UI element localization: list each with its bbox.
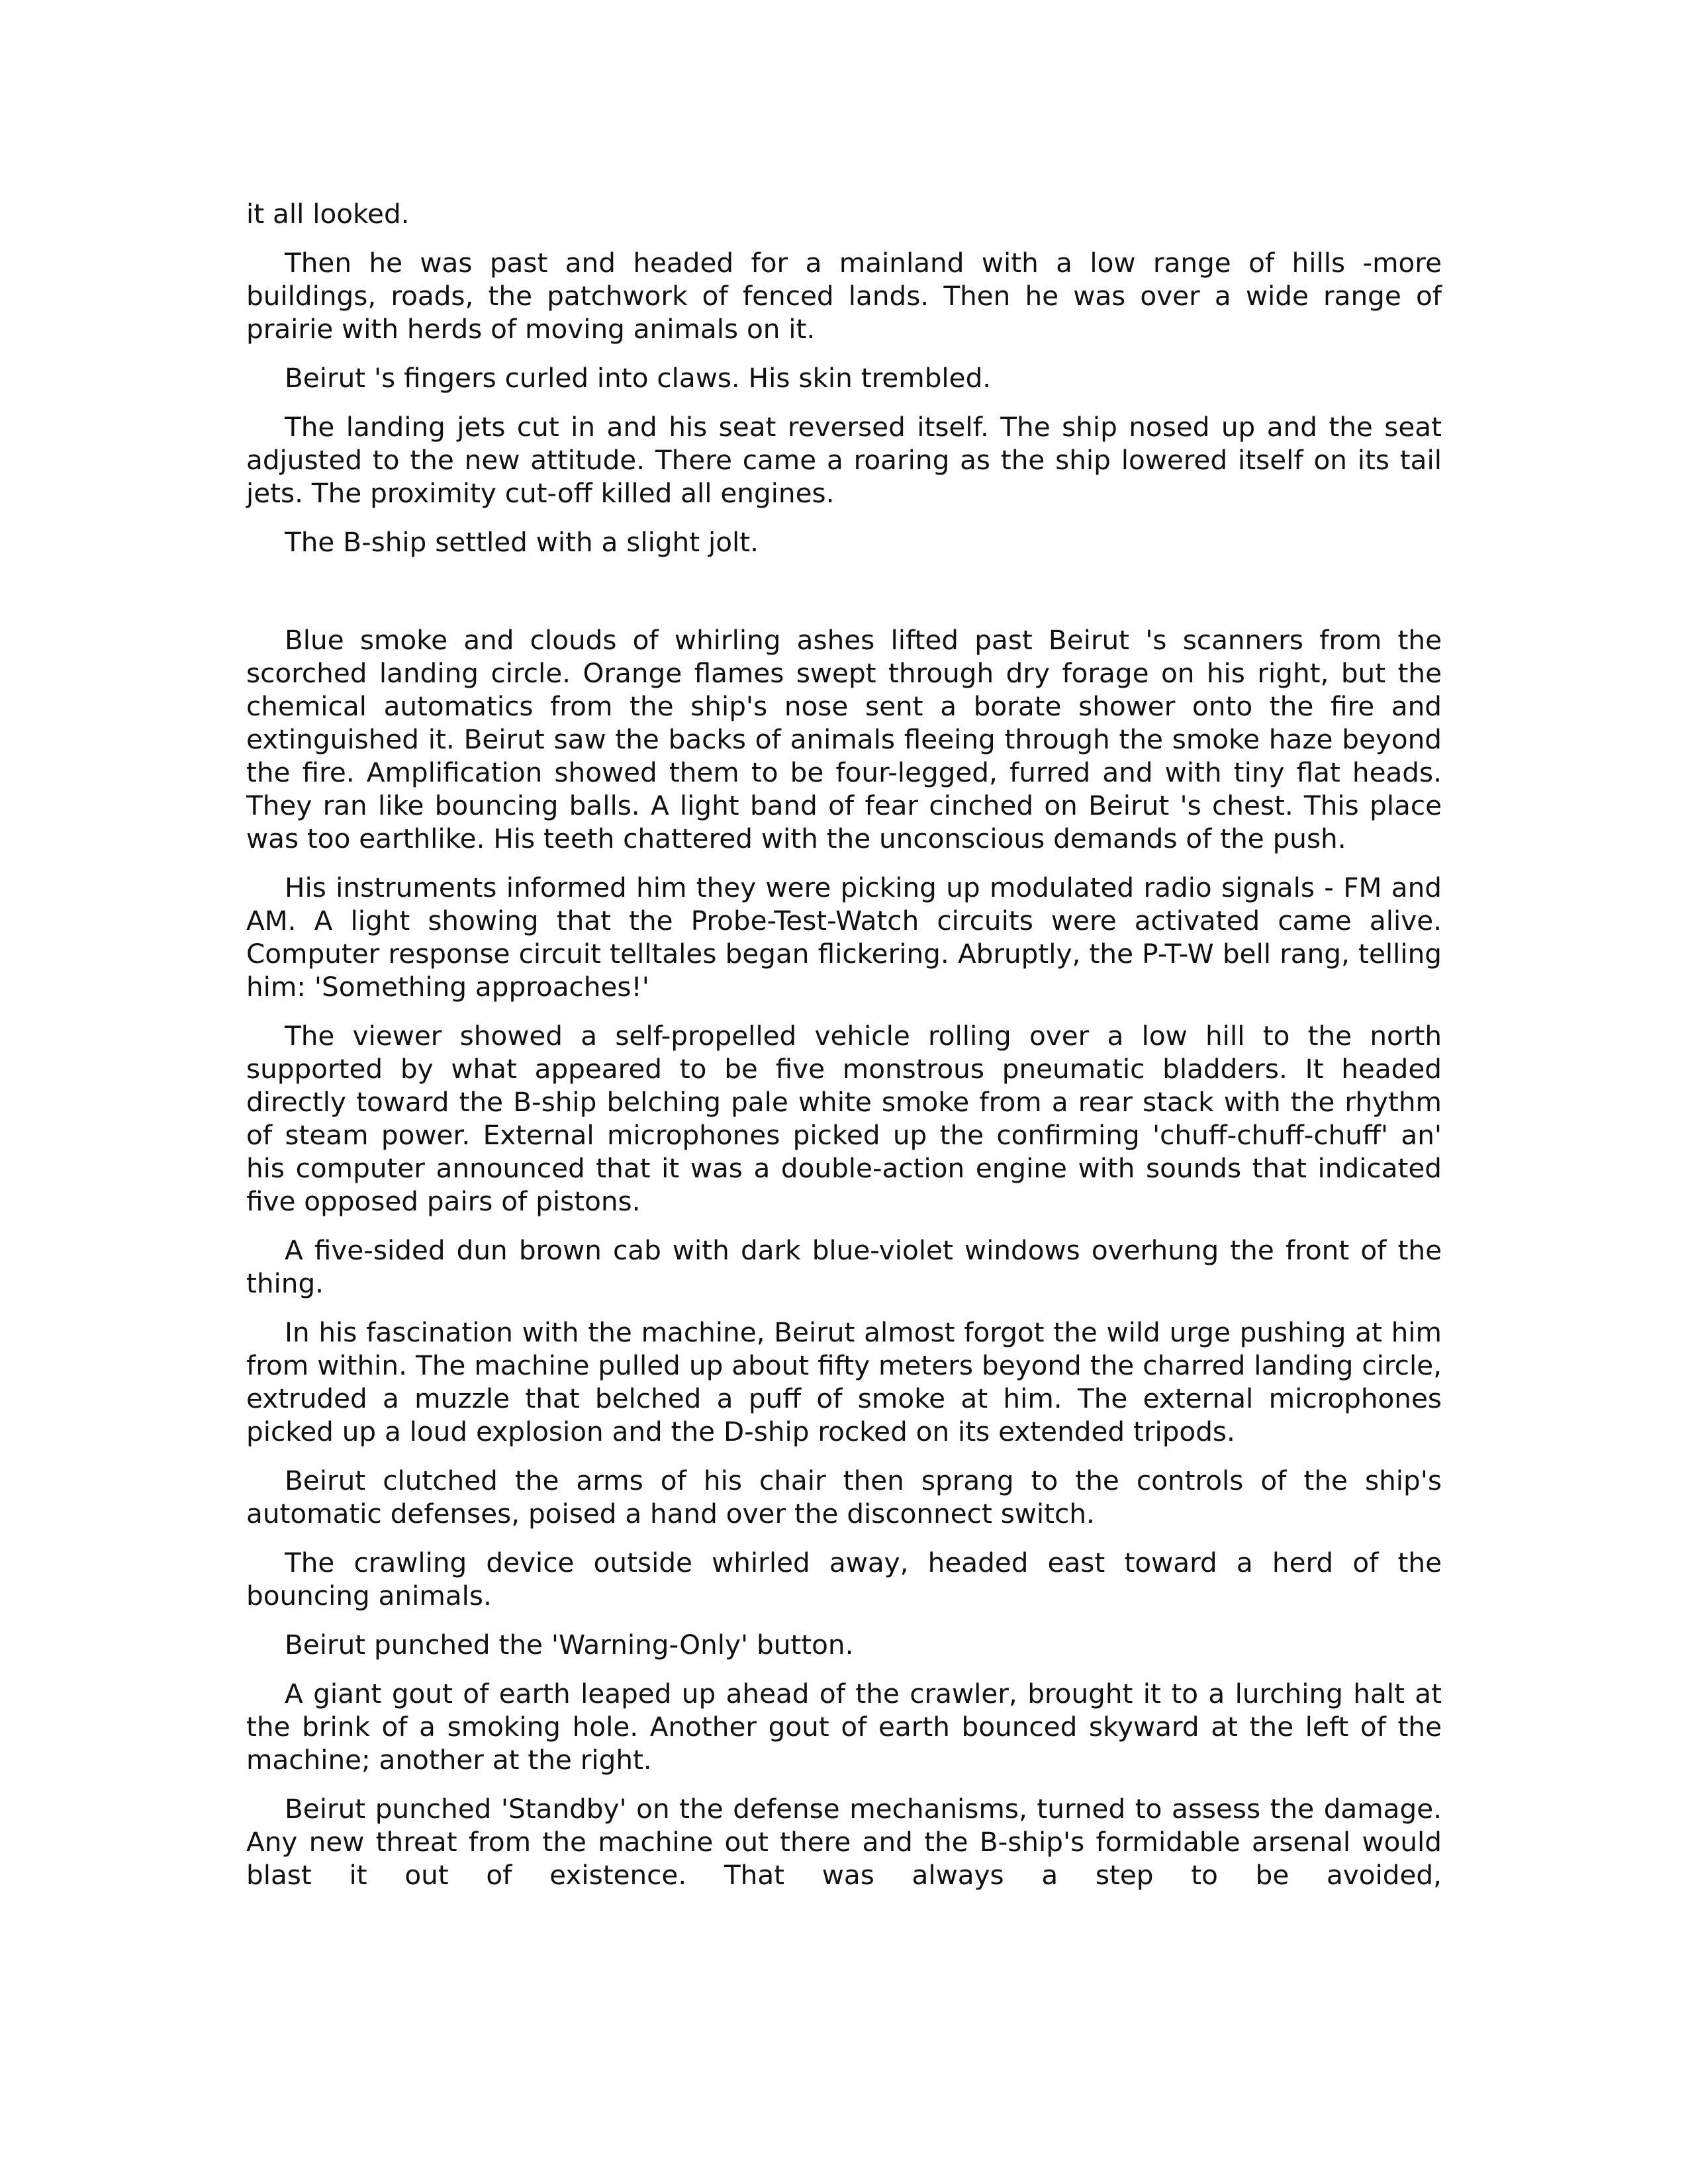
paragraph-4: The landing jets cut in and his seat reversed itself. The ship nosed up and the seat adjusted to the new attitude. There came a roaring as the ship lowered itself on its tail jets. The proximity cut-off killed all engines. [246,411,1442,509]
paragraph-15: Beirut punched 'Standby' on the defense mechanisms, turned to assess the damage. Any new threat from the machine out there and the B-ship's formidable arsenal would blast it out of existence. That was always a step to be avoided, [246,1793,1442,1891]
document-page [246,197,1442,1907]
paragraph-5: The B-ship settled with a slight jolt. [285,526,759,558]
paragraph-9: A five-sided dun brown cab with dark blue-violet windows overhung the front of the thing. [246,1234,1442,1299]
paragraph-13: Beirut punched the 'Warning-Only' button. [285,1629,854,1661]
paragraph-10: In his fascination with the machine, Beirut almost forgot the wild urge pushing at him from within. The machine pulled up about fifty meters beyond the charred landing circle, extruded a muzzle that belched a puff of smoke at him. The external microphones picked up a loud explosion and the D-ship rocked on its extended tripods. [246,1316,1442,1447]
paragraph-7: His instruments informed him they were picking up modulated radio signals - FM and AM. A light showing that the Probe-Test-Watch circuits were activated came alive. Computer response circuit telltales began flickering. Abruptly, the P-T-W bell rang, telling him: 'Something approaches!' [246,872,1442,1003]
paragraph-3: Beirut 's fingers curled into claws. His skin trembled. [285,362,992,394]
paragraph-6: Blue smoke and clouds of whirling ashes lifted past Beirut 's scanners from the scorched landing circle. Orange flames swept through dry forage on his right, but the chemical automatics from the ship's nose sent a borate shower onto the fire and extinguished it. Beirut saw the backs of animals fleeing through the smoke haze beyond the fire. Amplification showed them to be four-legged, furred and with tiny flat heads. They ran like bouncing balls. A light band of fear cinched on Beirut 's chest. This place was too earthlike. His teeth chattered with the unconscious demands of the push. [246,624,1442,854]
paragraph-14: A giant gout of earth leaped up ahead of the crawler, brought it to a lurching halt at the brink of a smoking hole. Another gout of earth bounced skyward at the left of the machine; another at the right. [246,1678,1442,1776]
paragraph-1: it all looked. [246,198,410,230]
paragraph-11: Beirut clutched the arms of his chair then sprang to the controls of the ship's automatic defenses, poised a hand over the disconnect switch. [246,1465,1442,1529]
paragraph-8: The viewer showed a self-propelled vehicle rolling over a low hill to the north supported by what appeared to be five monstrous pneumatic bladders. It headed directly toward the B-ship belching pale white smoke from a rear stack with the rhythm of steam power. External microphones picked up the confirming 'chuff-chuff-chuff' an' his computer announced that it was a double-action engine with sounds that indicated five opposed pairs of pistons. [246,1020,1442,1217]
paragraph-2: Then he was past and headed for a mainland with a low range of hills -more buildings, roads, the patchwork of fenced lands. Then he was over a wide range of prairie with herds of moving animals on it. [246,247,1442,345]
paragraph-12: The crawling device outside whirled away, headed east toward a herd of the bouncing animals. [246,1547,1442,1612]
